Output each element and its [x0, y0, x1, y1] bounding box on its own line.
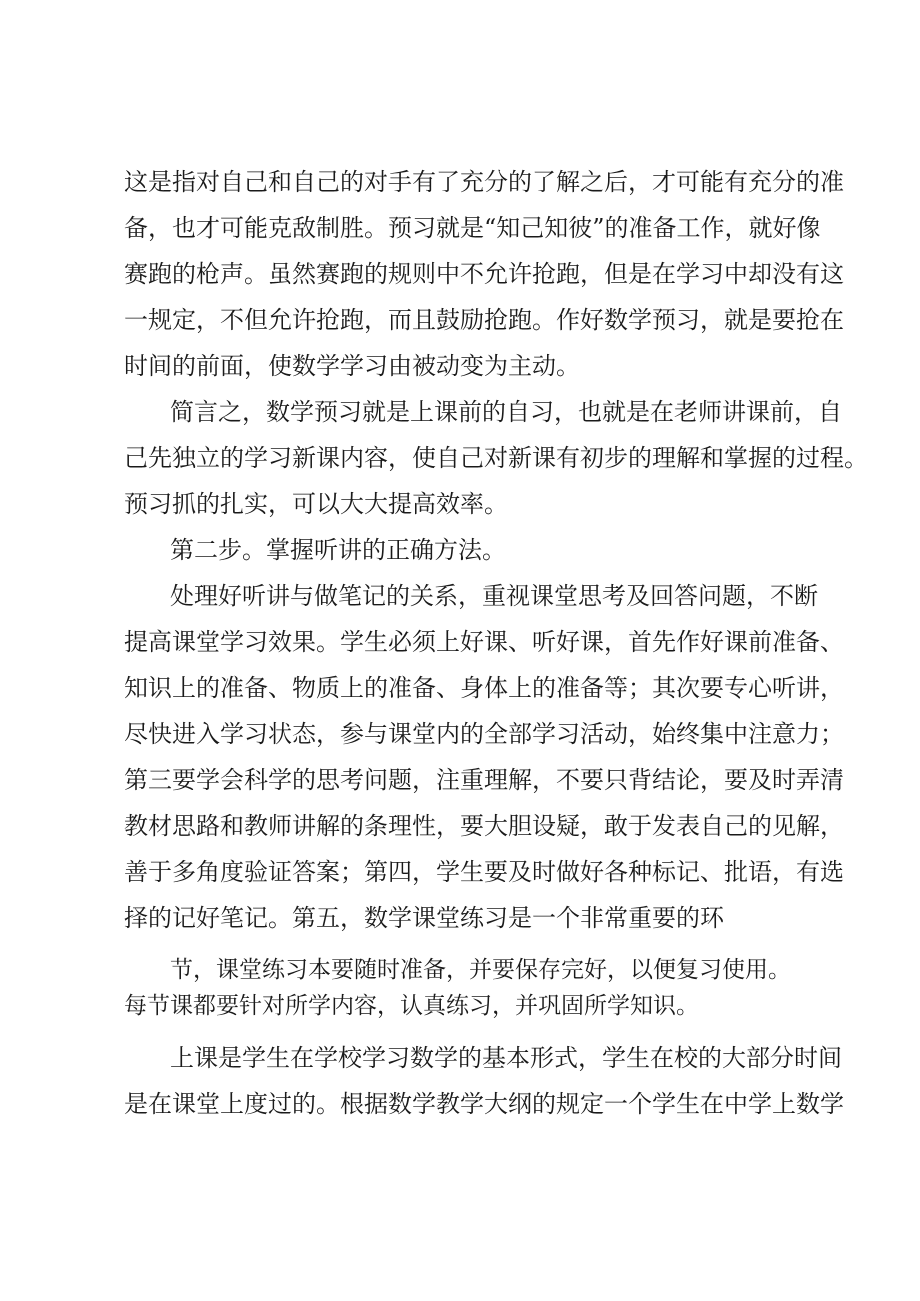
text-line: 知识上的准备、物质上的准备、身体上的准备等；其次要专心听讲，	[124, 674, 844, 702]
text-line: 尽快进入学习状态，参与课堂内的全部学习活动，始终集中注意力；	[124, 720, 844, 748]
text-line: 处理好听讲与做笔记的关系，重视课堂思考及回答问题，不断	[170, 582, 818, 610]
section-heading: 第二步。掌握听讲的正确方法。	[170, 536, 506, 564]
text-line: 赛跑的枪声。虽然赛跑的规则中不允许抢跑，但是在学习中却没有这	[124, 260, 844, 288]
text-line: 这是指对自己和自己的对手有了充分的了解之后，才可能有充分的准	[124, 168, 844, 196]
text-line: 是在课堂上度过的。根据数学教学大纲的规定一个学生在中学上数学	[124, 1090, 844, 1118]
text-line: 备，也才可能克敌制胜。预习就是“知己知彼”的准备工作，就好像	[124, 214, 821, 242]
text-line: 教材思路和教师讲解的条理性，要大胆设疑，敢于发表自己的见解，	[124, 812, 844, 840]
text-line: 善于多角度验证答案；第四，学生要及时做好各种标记、批语，有选	[124, 858, 844, 886]
text-line: 择的记好笔记。第五，数学课堂练习是一个非常重要的环	[124, 904, 724, 932]
text-line: 提高课堂学习效果。学生必须上好课、听好课，首先作好课前准备、	[124, 628, 844, 656]
text-line: 一规定，不但允许抢跑，而且鼓励抢跑。作好数学预习，就是要抢在	[124, 306, 844, 334]
text-line: 第三要学会科学的思考问题，注重理解，不要只背结论，要及时弄清	[124, 766, 844, 794]
text-line: 预习抓的扎实，可以大大提高效率。	[124, 490, 508, 518]
text-line: 己先独立的学习新课内容，使自己对新课有初步的理解和掌握的过程。	[124, 444, 868, 472]
text-line: 上课是学生在学校学习数学的基本形式，学生在校的大部分时间	[170, 1044, 842, 1072]
text-line: 时间的前面，使数学学习由被动变为主动。	[124, 352, 580, 380]
text-line: 简言之，数学预习就是上课前的自习，也就是在老师讲课前，自	[170, 398, 842, 426]
text-line: 节，课堂练习本要随时准备，并要保存完好，以便复习使用。	[170, 957, 791, 983]
text-line: 每节课都要针对所学内容，认真练习，并巩固所学知识。	[124, 993, 699, 1019]
